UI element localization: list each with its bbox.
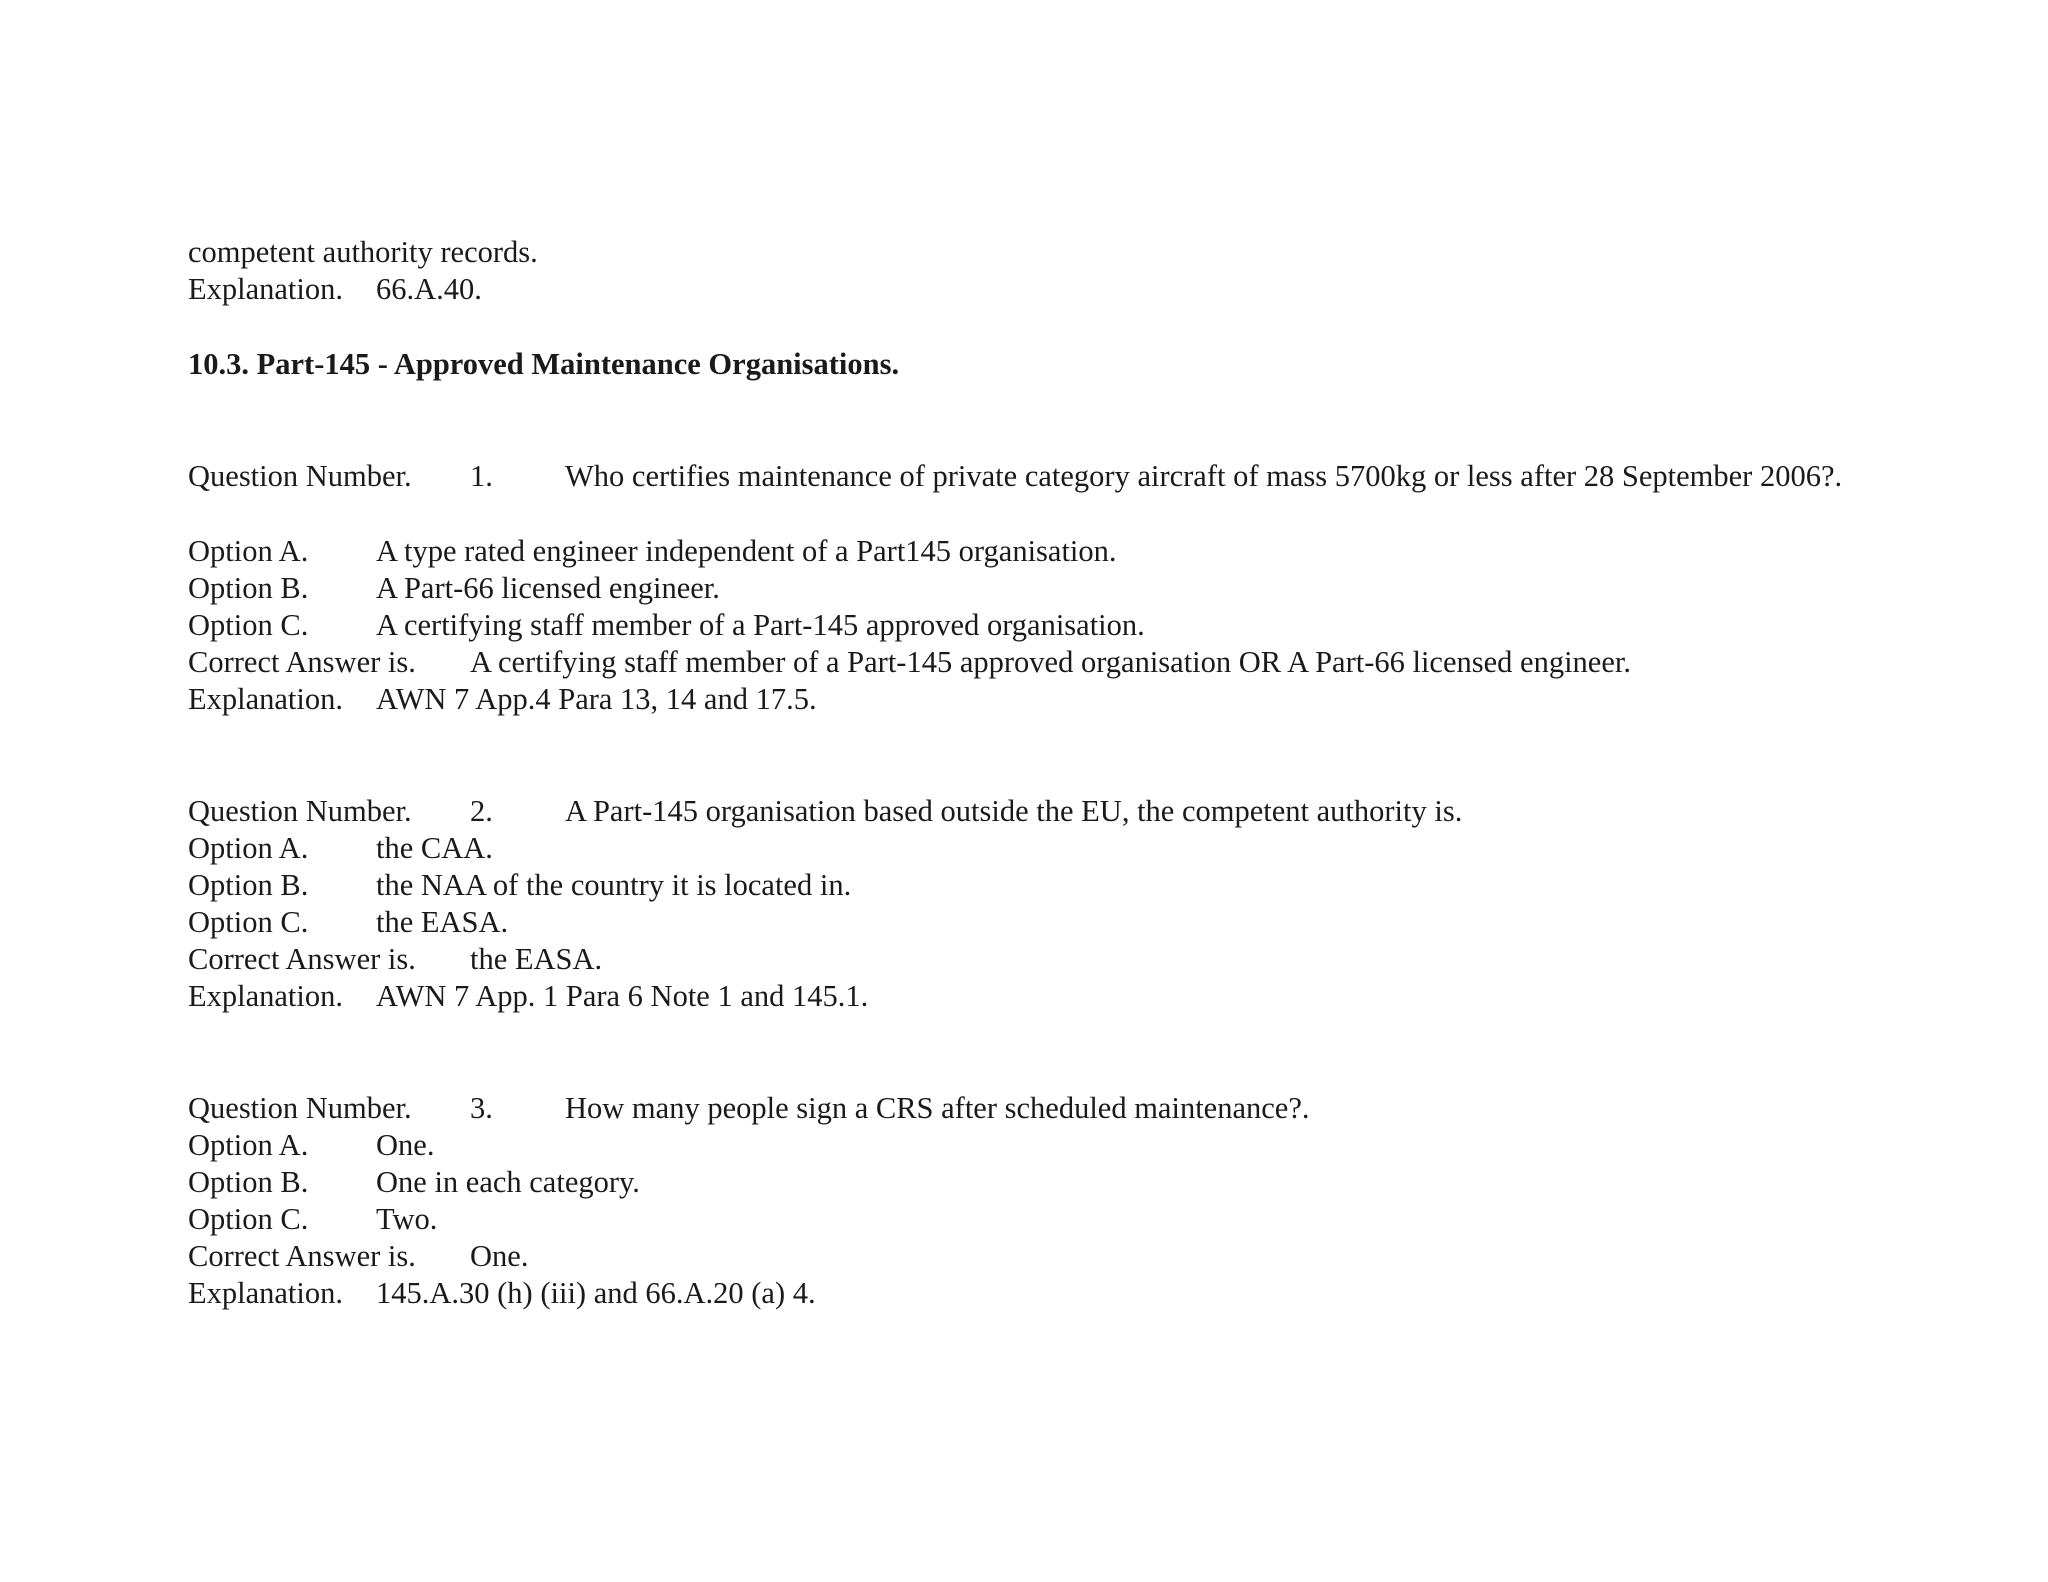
correct-answer-label: Correct Answer is. — [188, 1239, 416, 1273]
question-text: Who certifies maintenance of private category aircraft of mass 5700kg or less after 28 September 2006?. — [565, 459, 1843, 493]
option-b-text: the NAA of the country it is located in. — [376, 868, 852, 902]
option-a-text: the CAA. — [376, 831, 493, 865]
correct-answer-text: the EASA. — [470, 942, 603, 976]
option-c-text: the EASA. — [376, 905, 509, 939]
correct-answer-label: Correct Answer is. — [188, 942, 416, 976]
explanation-label: Explanation. — [188, 979, 344, 1013]
question-text: How many people sign a CRS after scheduled maintenance?. — [565, 1091, 1310, 1125]
option-b-text: One in each category. — [376, 1165, 640, 1199]
question-text: A Part-145 organisation based outside the EU, the competent authority is. — [565, 794, 1463, 828]
question-number: 2. — [470, 794, 493, 828]
correct-answer-label: Correct Answer is. — [188, 645, 416, 679]
question-number-label: Question Number. — [188, 1091, 412, 1125]
correct-answer-text: A certifying staff member of a Part-145 approved organisation OR A Part-66 licensed engineer. — [470, 645, 1631, 679]
carryover-text — [188, 234, 538, 271]
option-b-label: Option B. — [188, 1165, 309, 1199]
option-a-text: One. — [376, 1128, 435, 1162]
option-a-label: Option A. — [188, 831, 309, 865]
correct-answer-text: One. — [470, 1239, 529, 1273]
explanation-label: Explanation. — [188, 1276, 344, 1310]
option-b-text: A Part-66 licensed engineer. — [376, 571, 720, 605]
option-c-label: Option C. — [188, 608, 309, 642]
question-number: 3. — [470, 1091, 493, 1125]
section-heading: 10.3. Part-145 - Approved Maintenance Organisations. — [188, 347, 900, 381]
explanation-label: Explanation. — [188, 272, 344, 306]
option-a-text: A type rated engineer independent of a Part145 organisation. — [376, 534, 1117, 568]
option-c-text: A certifying staff member of a Part-145 approved organisation. — [376, 608, 1145, 642]
explanation-text: AWN 7 App. 1 Para 6 Note 1 and 145.1. — [376, 979, 869, 1013]
question-number-label: Question Number. — [188, 794, 412, 828]
option-a-label: Option A. — [188, 1128, 309, 1162]
question-number: 1. — [470, 459, 493, 493]
explanation-text: AWN 7 App.4 Para 13, 14 and 17.5. — [376, 682, 817, 716]
option-a-label: Option A. — [188, 534, 309, 568]
explanation-label: Explanation. — [188, 682, 344, 716]
option-c-label: Option C. — [188, 1202, 309, 1236]
carryover-text-value: competent authority records. — [188, 235, 538, 269]
option-c-text: Two. — [376, 1202, 438, 1236]
question-number-label: Question Number. — [188, 459, 412, 493]
explanation-text: 145.A.30 (h) (iii) and 66.A.20 (a) 4. — [376, 1276, 816, 1310]
option-b-label: Option B. — [188, 868, 309, 902]
option-c-label: Option C. — [188, 905, 309, 939]
option-b-label: Option B. — [188, 571, 309, 605]
explanation-value: 66.A.40. — [376, 272, 482, 306]
